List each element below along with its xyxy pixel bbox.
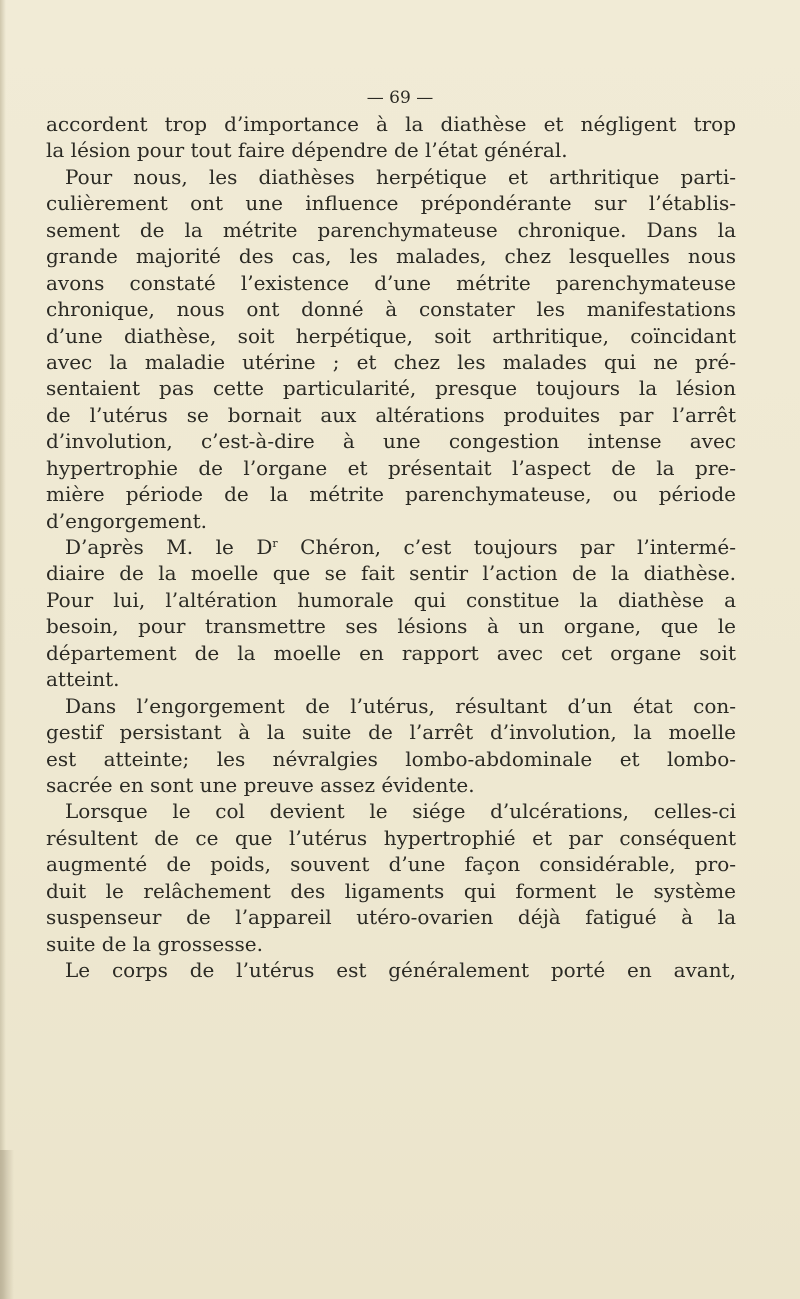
text-line: atteint. [46,667,120,692]
text-line: Pour nous, les diathèses herpétique et arthritique parti- [65,164,736,189]
text-line: d’involution, c’est-à-dire à une congestion intense avec [46,429,736,454]
text-line: suspenseur de l’appareil utéro-ovarien déjà fatigué à la [46,905,736,930]
text-line: résultent de ce que l’utérus hypertrophié et par conséquent [46,825,736,850]
text-line: duit le relâchement des ligaments qui forment le système [46,878,736,903]
text-line: grande majorité des cas, les malades, chez lesquelles nous [46,244,736,269]
text-line: est atteinte; les névralgies lombo-abdominale et lombo- [46,746,736,771]
text-line: sacrée en sont une preuve assez évidente. [46,772,475,797]
text-segment: D’après M. le D [65,535,273,559]
text-line: diaire de la moelle que se fait sentir l’action de la diathèse. [46,561,736,586]
text-line: la lésion pour tout faire dépendre de l’état général. [46,138,568,163]
text-line: mière période de la métrite parenchymateuse, ou période [46,482,736,507]
text-line: avons constaté l’existence d’une métrite parenchymateuse [46,270,736,295]
text-line: d’une diathèse, soit herpétique, soit arthritique, coïncidant [46,323,736,348]
text-line: chronique, nous ont donné à constater les manifestations [46,297,736,322]
text-line: d’engorgement. [46,508,207,533]
text-line: sement de la métrite parenchymateuse chronique. Dans la [46,217,736,242]
text-line: département de la moelle en rapport avec cet organe soit [46,640,736,665]
text-line: avec la maladie utérine ; et chez les malades qui ne pré- [46,349,736,374]
text-line: suite de la grossesse. [46,931,263,956]
text-line: hypertrophie de l’organe et présentait l’aspect de la pre- [46,455,736,480]
text-line: accordent trop d’importance à la diathèse et négligent trop [46,112,736,136]
text-line: besoin, pour transmettre ses lésions à un organe, que le [46,614,736,639]
body-text [46,111,736,983]
text-segment: Chéron, c’est toujours par l’intermé- [277,535,736,559]
text-line: de l’utérus se bornait aux altérations produites par l’arrêt [46,402,736,427]
text-line: culièrement ont une influence prépondérante sur l’établis- [46,191,736,216]
binding-shadow [0,1150,14,1299]
text-line: Le corps de l’utérus est généralement porté en avant, [65,958,736,982]
text-line: Dans l’engorgement de l’utérus, résultant d’un état con- [65,693,736,718]
page-number: — 69 — [366,88,434,108]
text-line: sentaient pas cette particularité, presque toujours la lésion [46,376,736,401]
text-line: gestif persistant à la suite de l’arrêt d’involution, la moelle [46,720,736,745]
superscript: r [272,537,278,550]
page-edge [0,0,6,1299]
text-line: Pour lui, l’altération humorale qui constitue la diathèse a [46,587,736,612]
text-line: augmenté de poids, souvent d’une façon considérable, pro- [46,852,736,877]
text-line [46,534,736,560]
text-line: Lorsque le col devient le siége d’ulcérations, celles-ci [65,799,736,824]
